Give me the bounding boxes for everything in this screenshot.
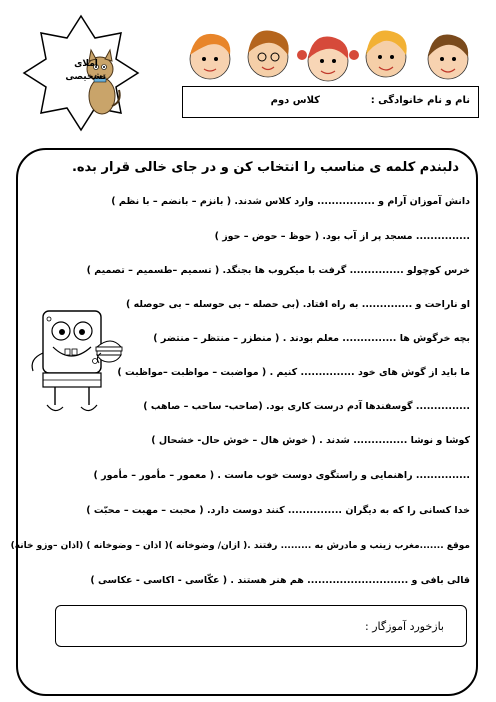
exercise-line: ............... گوسفندها آدم درست کاری بود. (صاحب- ساحب – صاهب ) — [143, 401, 470, 412]
student-info-box — [182, 86, 479, 118]
children-faces-icon — [178, 15, 480, 89]
badge-title: املای — [74, 59, 98, 69]
exercise-line: بچه خرگوش ها ............... معلم بودند . ( منطزر – منتظر – منتضر ) — [153, 333, 470, 344]
teacher-feedback-box[interactable] — [55, 605, 467, 647]
exercise-line: ............... راهنمایی و راستگوی دوست خوب ماست . ( معمور – مأمور – مأمور ) — [93, 470, 470, 481]
exercise-line: او ناراحت و .............. به راه افتاد. (بی حصله – بی حوسله – بی حوصله ) — [125, 299, 470, 310]
exercise-line: دانش آموزان آرام و ................ وارد کلاس شدند. ( بانزم – بانضم – با نظم ) — [111, 196, 470, 207]
exercise-line: ما باید از گوش های خود ............... کنیم . ( مواضبت – مواظبت –مواظبت ) — [117, 367, 470, 378]
exercise-line: کوشا و نوشا ............... شدند . ( خوش هال – خوش حال- خشحال ) — [151, 435, 470, 446]
exercise-line: قالی بافی و ............................ هم هنر هستند . ( عکّاسی - اکاسی - عکاسی ) — [90, 575, 470, 586]
exercise-line: خرس کوچولو ............... گرفت با میکروب ها بجنگد. ( تسمیم –طسمیم – تصمیم ) — [86, 265, 470, 276]
badge-subtitle: تشخیصی — [65, 72, 106, 82]
instruction-heading: دلبندم کلمه ی مناسب را انتخاب کن و در جای خالی قرار بده. — [71, 160, 459, 175]
exercise-line: خدا کسانی را که به دیگران ............... کنند دوست دارد. ( محبت – مهبت – محبّت ) — [86, 505, 470, 516]
dictation-badge — [22, 14, 140, 132]
feedback-label: بازخورد آموزگار : — [365, 620, 444, 633]
name-label: نام و نام خانوادگی : — [370, 95, 470, 106]
cartoon-sponge-icon — [25, 305, 123, 417]
exercise-line: ............... مسجد پر از آب بود. ( حوظ – حوض – حوز ) — [214, 231, 470, 242]
class-label: کلاس دوم — [270, 95, 320, 106]
exercise-line: موقع .......مغرب زینب و مادرش به ......... رفتند .( ازان/ وضوخانه )( اذان – وضوخانه ) (اذان –وزو خانه) — [10, 541, 470, 551]
